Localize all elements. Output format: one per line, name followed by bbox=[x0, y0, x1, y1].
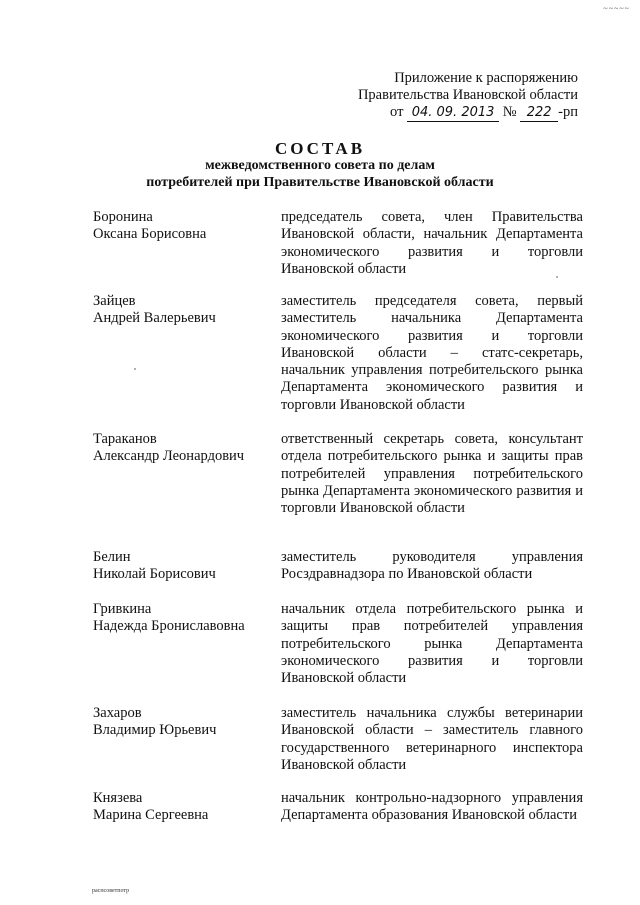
member-role: ответственный секретарь совета, консультант отдела потребительского рынка и защиты прав потребителей управления потребительского рынка Департамента экономического развития и торговли Ивановской области bbox=[281, 431, 583, 517]
member-surname: Захаров bbox=[93, 705, 142, 721]
member-role: заместитель руководителя управления Росздравнадзора по Ивановской области bbox=[281, 549, 583, 583]
scan-speck bbox=[556, 276, 558, 278]
member-surname: Тараканов bbox=[93, 431, 157, 447]
subtitle-line-1: межведомственного совета по делам bbox=[205, 158, 435, 173]
member-name bbox=[93, 293, 278, 327]
member-given-name: Оксана Борисовна bbox=[93, 226, 207, 242]
member-surname: Князева bbox=[93, 790, 143, 806]
member-name bbox=[93, 209, 278, 243]
document-title: СОСТАВ bbox=[274, 139, 366, 158]
member-given-name: Андрей Валерьевич bbox=[93, 310, 216, 326]
member-name bbox=[93, 790, 278, 824]
approval-number: 222 bbox=[520, 104, 558, 122]
approval-suffix: -рп bbox=[558, 104, 578, 120]
member-given-name: Надежда Брониславовна bbox=[93, 618, 245, 634]
member-role: председатель совета, член Правительства Ивановской области, начальник Департамента экономического развития и торговли Ивановской области bbox=[281, 209, 583, 277]
approval-from: от bbox=[390, 104, 404, 120]
member-role: заместитель председателя совета, первый заместитель начальника Департамента экономического развития и торговли Ивановской области – статс-секретарь, начальник управления потребительского рынка Департамента экономического развития и торговли Ивановской области bbox=[281, 293, 583, 413]
approval-date: 04. 09. 2013 bbox=[407, 104, 499, 122]
member-name bbox=[93, 705, 278, 739]
member-given-name: Марина Сергеевна bbox=[93, 807, 209, 823]
approval-block bbox=[358, 70, 578, 122]
document-subtitle bbox=[0, 157, 640, 191]
member-name bbox=[93, 549, 278, 583]
member-given-name: Владимир Юрьевич bbox=[93, 722, 217, 738]
approval-line-1: Приложение к распоряжению bbox=[394, 70, 578, 86]
corner-mark: ~~~~~ bbox=[603, 4, 630, 13]
subtitle-line-2: потребителей при Правительстве Ивановской области bbox=[146, 175, 494, 190]
member-name bbox=[93, 601, 278, 635]
member-given-name: Николай Борисович bbox=[93, 566, 216, 582]
member-role: начальник контрольно-надзорного управления Департамента образования Ивановской области bbox=[281, 790, 583, 824]
member-surname: Гривкина bbox=[93, 601, 152, 617]
member-name bbox=[93, 431, 278, 465]
approval-line-2: Правительства Ивановской области bbox=[357, 87, 578, 103]
member-given-name: Александр Леонардович bbox=[93, 448, 245, 464]
member-role: начальник отдела потребительского рынка и защиты прав потребителей управления потребительского рынка Департамента экономического развития и торговли Ивановской области bbox=[281, 601, 583, 687]
approval-line-3 bbox=[358, 104, 578, 122]
scan-speck bbox=[134, 368, 136, 370]
file-footer: распсоветпотр bbox=[92, 888, 130, 894]
member-surname: Боронина bbox=[93, 209, 153, 225]
member-surname: Белин bbox=[93, 549, 131, 565]
member-surname: Зайцев bbox=[93, 293, 136, 309]
member-role: заместитель начальника службы ветеринарии Ивановской области – заместитель главного государственного ветеринарного инспектора Ивановской области bbox=[281, 705, 583, 773]
approval-number-label: № bbox=[502, 104, 517, 120]
